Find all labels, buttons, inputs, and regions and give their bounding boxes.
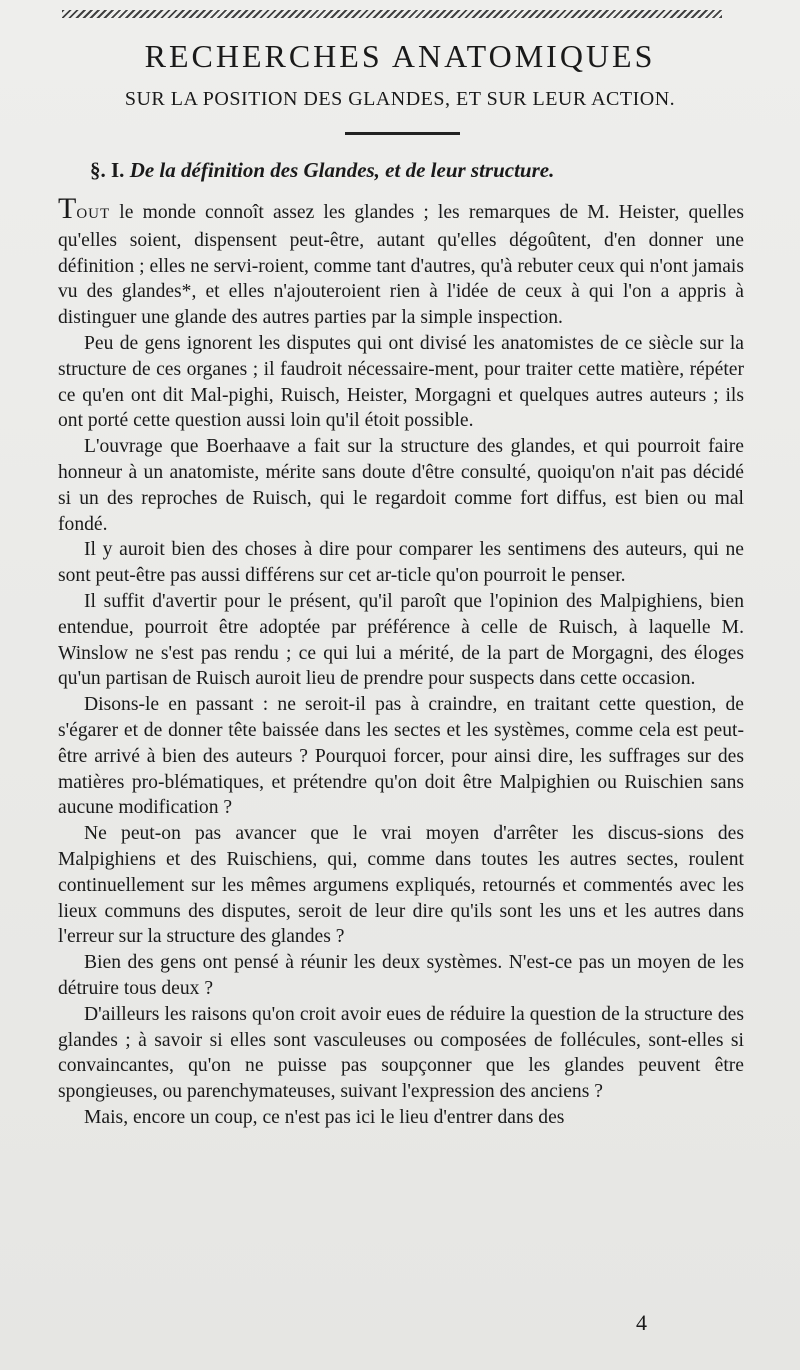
paragraph: L'ouvrage que Boerhaave a fait sur la structure des glandes, et qui pourroit faire honneur à un anatomiste, mérite sans doute d'être consulté, quoiqu'on n'ait pas décidé si un des reproches de Ruisch, qui le regardoit comme fort diffus, est bien ou mal fondé. [58, 436, 744, 535]
paragraph: Mais, encore un coup, ce n'est pas ici le lieu d'entrer dans des [84, 1106, 565, 1128]
paragraph: Disons-le en passant : ne seroit-il pas à craindre, en traitant cette question, de s'égarer et de donner tête baissée dans les sectes et les systèmes, comme cela est peut-être arrivé à bien des auteurs ? Pourquoi forcer, pour ainsi dire, les suffrages sur des matières pro-blématiques, et prétendre qu'on doit être Malpighien ou Ruischien sans aucune modification ? [58, 694, 744, 819]
paragraph-text: le monde connoît assez les glandes ; les remarques de M. Heister, quelles qu'elles soient, dispensent peut-être, autant qu'elles dégoûtent, d'en donner une définition ; elles ne servi-roient, comme tant d'autres, qu'à rebuter ceux qui n'ont jamais vu des glandes*, et elles n'ajouteroient rien à l'idée de ceux à qui l'on a appris à distinguer une glande des autres parties par la simple inspection. [58, 202, 744, 329]
drop-cap: T [58, 192, 77, 225]
paragraph [58, 192, 744, 331]
small-caps-word: OUT [76, 206, 111, 222]
paragraph: Il y auroit bien des choses à dire pour comparer les sentimens des auteurs, qui ne sont peut-être pas aussi différens sur cet ar-ticle qu'on pourroit le penser. [58, 539, 744, 587]
section-title: De la définition des Glandes, et de leur structure. [129, 158, 555, 182]
section-number: §. I. [90, 158, 125, 182]
header-ornament [62, 10, 722, 18]
paragraph: D'ailleurs les raisons qu'on croit avoir eues de réduire la question de la structure des glandes ; à savoir si elles sont vasculeuses ou composées de follécules, sont-elles si convaincantes, qu'on ne puisse pas soupçonner que les glandes peuvent être spongieuses, ou parenchymateuses, suivant l'expression des anciens ? [58, 1003, 744, 1103]
paragraph: Ne peut-on pas avancer que le vrai moyen d'arrêter les discus-sions des Malpighiens et des Ruischiens, qui, comme dans toutes les autres sectes, roulent continuellement sur les mêmes argumens expliqués, retournés et commentés avec les lieux communs des disputes, seroit de leur dire qu'ils sont les uns et les autres dans l'erreur sur la structure des glandes ? [58, 823, 744, 948]
page-number: 4 [636, 1310, 647, 1335]
page-subtitle: SUR LA POSITION DES GLANDES, ET SUR LEUR ACTION. [124, 88, 676, 110]
section-heading [90, 158, 554, 183]
body-text [58, 192, 744, 1131]
paragraph: Peu de gens ignorent les disputes qui ont divisé les anatomistes de ce siècle sur la structure de ces organes ; il faudroit nécessaire-ment, pour traiter cette matière, répéter ce qu'en ont dit Mal-pighi, Ruisch, Heister, Morgagni et quelques autres auteurs ; ils ont porté cette question aussi loin qu'il étoit possible. [58, 332, 744, 432]
paragraph: Il suffit d'avertir pour le présent, qu'il paroît que l'opinion des Malpighiens, bien entendue, pourroit être adoptée par préférence à celle de Ruisch, à laquelle M. Winslow ne s'est pas rendu ; ce qui lui a mérité, de la part de Morgagni, des éloges qu'un partisan de Ruisch auroit lieu de prendre pour suspects dans cette occasion. [58, 590, 744, 690]
title-rule [345, 132, 460, 135]
paragraph: Bien des gens ont pensé à réunir les deux systèmes. N'est-ce pas un moyen de les détruire tous deux ? [58, 952, 744, 999]
page-title: RECHERCHES ANATOMIQUES [144, 38, 656, 74]
